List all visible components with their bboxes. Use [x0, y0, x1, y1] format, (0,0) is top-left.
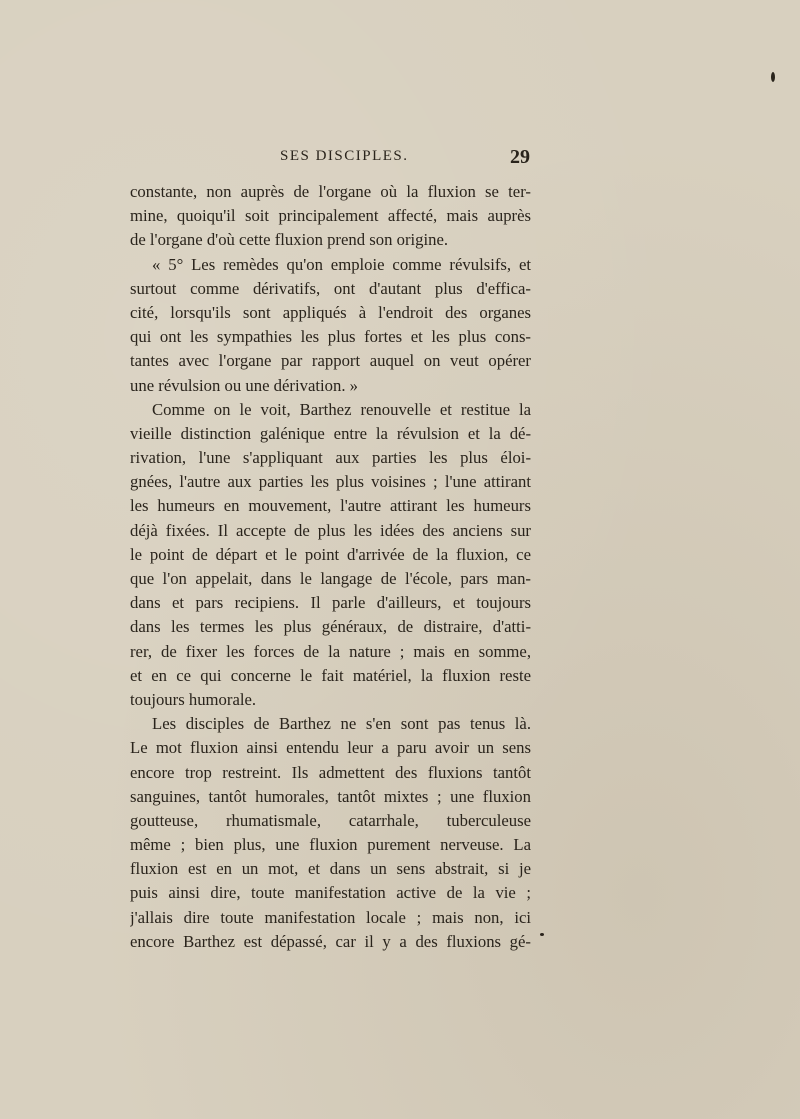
page-number: 29 [510, 146, 530, 168]
text-line: constante, non auprès de l'organe où la fluxion se ter- [130, 182, 531, 201]
text-line: qui ont les sympathies les plus fortes et les plus cons- [130, 327, 531, 347]
text-line: que l'on appelait, dans le langage de l'école, pars man- [130, 569, 531, 588]
body-text [130, 180, 531, 954]
text-line: Les disciples de Barthez ne s'en sont pas tenus là. [152, 714, 531, 734]
text-line: le point de départ et le point d'arrivée de la fluxion, ce [130, 544, 531, 564]
text-line: j'allais dire toute manifestation locale ; mais non, ici [130, 907, 531, 927]
text-line: puis ainsi dire, toute manifestation active de la vie ; [130, 883, 531, 903]
text-line: « 5° Les remèdes qu'on emploie comme révulsifs, et [152, 254, 531, 274]
text-line: vieille distinction galénique entre la révulsion et la dé- [130, 423, 531, 443]
text-line: rer, de fixer les forces de la nature ; mais en somme, [130, 641, 531, 661]
text-line: goutteuse, rhumatismale, catarrhale, tuberculeuse [130, 810, 531, 830]
running-title: SES DISCIPLES. [280, 148, 409, 164]
text-line: encore trop restreint. Ils admettent des fluxions tantôt [130, 762, 531, 782]
text-line: surtout comme dérivatifs, ont d'autant plus d'effica- [130, 278, 531, 298]
page-header [130, 146, 530, 176]
text-line: et en ce qui concerne le fait matériel, la fluxion reste [130, 665, 531, 685]
text-line: sanguines, tantôt humorales, tantôt mixtes ; une fluxion [130, 786, 531, 806]
text-line: Comme on le voit, Barthez renouvelle et restitue la [152, 399, 531, 419]
text-line: mine, quoiqu'il soit principalement affecté, mais auprès [130, 206, 531, 226]
text-line: dans les termes les plus généraux, de distraire, d'atti- [130, 617, 531, 637]
text-line: fluxion est en un mot, et dans un sens abstrait, si je [130, 859, 531, 879]
ink-speck [771, 72, 775, 82]
ink-speck [540, 933, 544, 936]
text-line: dans et pars recipiens. Il parle d'ailleurs, et toujours [130, 593, 531, 613]
text-line: une révulsion ou une dérivation. » [130, 375, 359, 395]
text-line: toujours humorale. [130, 689, 257, 709]
text-line: tantes avec l'organe par rapport auquel on veut opérer [130, 351, 531, 371]
text-line: de l'organe d'où cette fluxion prend son origine. [130, 230, 449, 250]
text-line: gnées, l'autre aux parties les plus voisines ; l'une attirant [130, 472, 531, 492]
text-line: encore Barthez est dépassé, car il y a des fluxions gé- [130, 931, 531, 951]
text-line: cité, lorsqu'ils sont appliqués à l'endroit des organes [130, 302, 531, 322]
text-line: les humeurs en mouvement, l'autre attirant les humeurs [130, 496, 531, 516]
text-line: rivation, l'une s'appliquant aux parties les plus éloi- [130, 448, 531, 468]
text-line: Le mot fluxion ainsi entendu leur a paru avoir un sens [130, 738, 531, 758]
text-line: même ; bien plus, une fluxion purement nerveuse. La [130, 835, 531, 855]
text-line: déjà fixées. Il accepte de plus les idées des anciens sur [130, 520, 531, 540]
